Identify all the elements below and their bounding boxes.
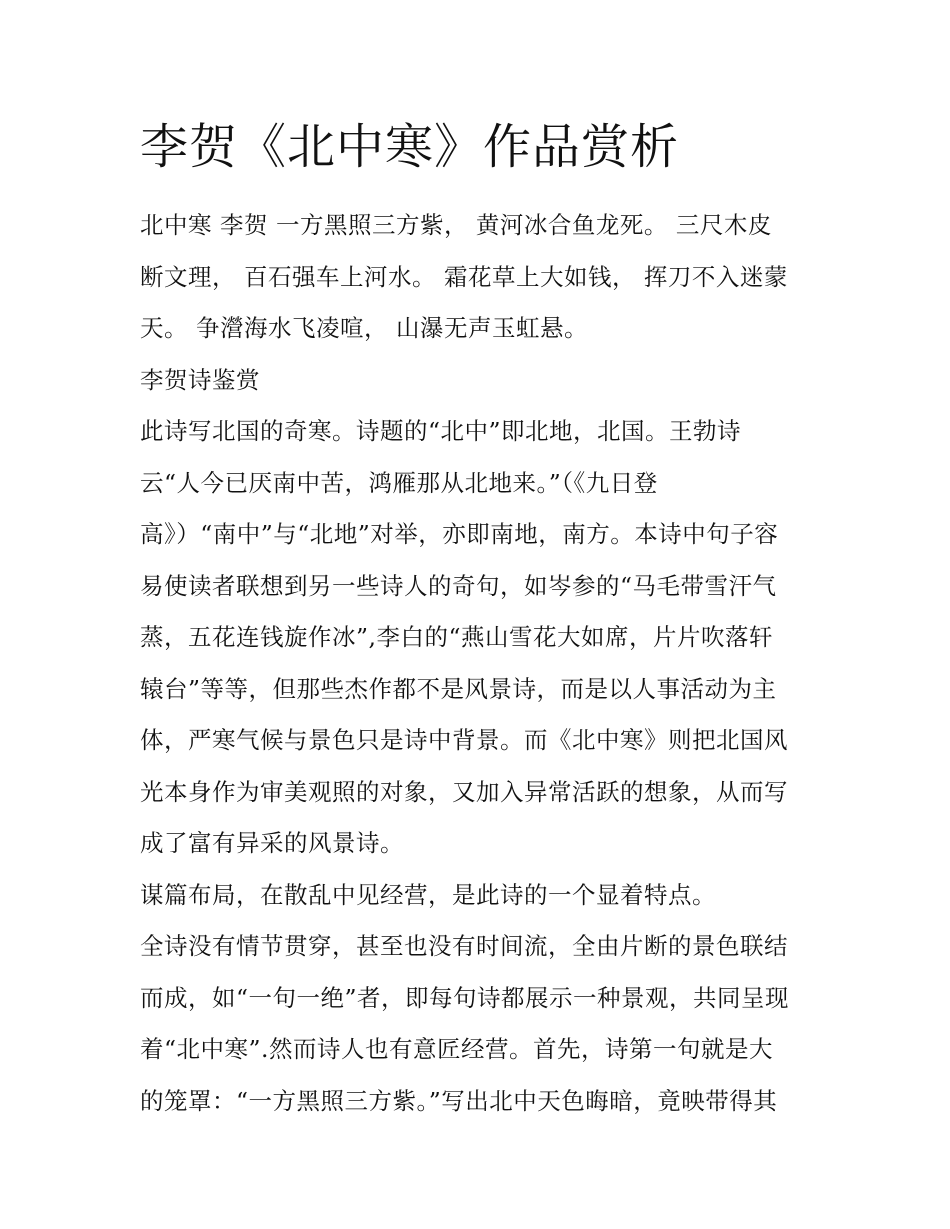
text-line: 全诗没有情节贯穿，甚至也没有时间流，全由片断的景色联结 [140,932,788,960]
text-line: 成了富有异采的风景诗。 [140,829,404,857]
text-line: 着“北中寒”.然而诗人也有意匠经营。首先，诗第一句就是大 [140,1035,773,1063]
text-line: 蒸，五花连钱旋作冰”,李白的“燕山雪花大如席，片片吹落轩 [140,623,773,651]
text-line: 而成，如“一句一绝”者，即每句诗都展示一种景观，共同呈现 [140,983,790,1012]
text-line: 此诗写北国的奇寒。诗题的“北中”即北地，北国。王勃诗 [140,417,742,445]
text-line: 辕台”等等，但那些杰作都不是风景诗，而是以人事活动为主 [140,674,777,703]
text-line: 高》）“南中”与“北地”对举，亦即南地，南方。本诗中句子容 [140,520,779,548]
document-body [140,200,820,1127]
text-line: 断文理， 百石强车上河水。 霜花草上大如钱， 挥刀不入迷蒙 [140,262,788,291]
section-heading: 李贺诗鉴赏 [140,365,260,394]
text-line: 谋篇布局，在散乱中见经营，是此诗的一个显着特点。 [140,880,716,909]
text-line: 云“人今已厌南中苦，鸿雁那从北地来。”（《九日登 [140,468,658,497]
document-title: 李贺《北中寒》作品赏析 [140,119,680,175]
text-line: 体，严寒气候与景色只是诗中背景。而《北中寒》则把北国风 [140,726,788,754]
text-line: 的笼罩：“一方黑照三方紫。”写出北中天色晦暗，竟映带得其 [140,1086,778,1115]
text-line: 北中寒 李贺 一方黑照三方紫， 黄河冰合鱼龙死。 三尺木皮 [140,211,772,239]
text-line: 光本身作为审美观照的对象，又加入异常活跃的想象，从而写 [140,777,788,806]
text-line: 易使读者联想到另一些诗人的奇句，如岑参的“马毛带雪汗气 [140,571,777,600]
text-line: 天。 争瀯海水飞凌喧， 山瀑无声玉虹悬。 [140,314,588,342]
